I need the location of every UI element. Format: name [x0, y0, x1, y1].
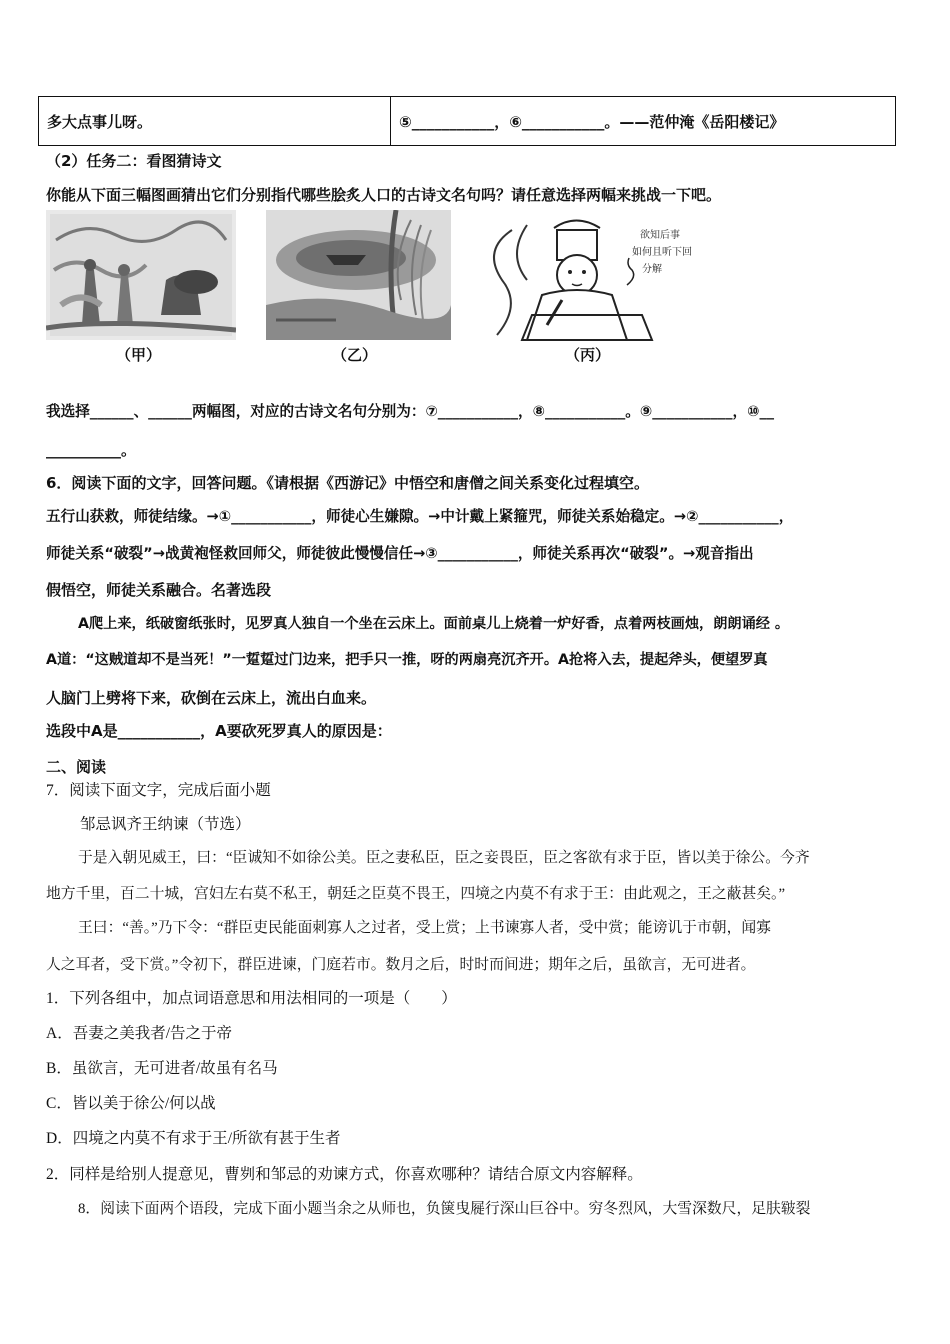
option-c: C．皆以美于徐公/何以战: [46, 1095, 216, 1112]
answer-line-1: 我选择______、______两幅图，对应的古诗文名句分别为：⑦___________，⑧___________。⑨___________，⑩__: [46, 403, 775, 420]
q6-line-2: 师徒关系“破裂”→战黄袍怪救回师父，师徒彼此慢慢信任→③___________，师徒关系再次“破裂”。→观音指出: [46, 545, 754, 562]
passage-p2-line-1: 王曰：“善。”乃下令：“群臣吏民能面刺寡人之过者，受上赏；上书谏寡人者，受中赏；能谤讥于市朝，闻寡: [78, 920, 771, 936]
bing-note-line2: 如何且听下回: [632, 247, 692, 258]
q6-line-1: 五行山获救，师徒结缘。→①___________，师徒心生嫌隙。→中计戴上紧箍咒，师徒关系始稳定。→②___________，: [46, 508, 794, 525]
passage-p1-line-1: 于是入朝见威王，曰：“臣诚知不如徐公美。臣之妻私臣，臣之妾畏臣，臣之客欲有求于臣，皆以美于徐公。今齐: [78, 850, 810, 866]
excerpt-line-3: 人脑门上劈将下来，砍倒在云床上，流出白血来。: [46, 689, 377, 707]
section2-heading: 二、阅读: [46, 758, 107, 776]
q8-intro: 8．阅读下面两个语段，完成下面小题当余之从师也，负箧曳屣行深山巨谷中。穷冬烈风，大雪深数尺，足肤皲裂: [78, 1201, 811, 1217]
caption-jia: （甲）: [116, 346, 162, 364]
caption-yi: （乙）: [332, 346, 378, 364]
picture-jia: [46, 210, 236, 340]
option-d: D．四境之内莫不有求于王/所欲有甚于生者: [46, 1130, 341, 1147]
table-cell-left: 多大点事儿呀。: [39, 97, 391, 146]
passage-p1-line-2: 地方千里，百二十城，宫妇左右莫不私王，朝廷之臣莫不畏王，四境之内莫不有求于王：由此观之，王之蔽甚矣。”: [46, 886, 786, 902]
table-cell-right: ⑤___________，⑥___________。——范仲淹《岳阳楼记》: [391, 97, 896, 146]
passage-title: 邹忌讽齐王纳谏（节选）: [80, 816, 251, 833]
excerpt-line-2: A道：“这贼道却不是当死！”一踅踅过门边来，把手只一推，呀的两扇亮沉齐开。A抢将入去，提起斧头，便望罗真: [46, 652, 768, 668]
excerpt-line-1: A爬上来，纸破窗纸张时，见罗真人独自一个坐在云床上。面前桌儿上烧着一炉好香，点着两枝画烛，朗朗诵经 。: [78, 616, 790, 632]
q6-question: 选段中A是___________，A要砍死罗真人的原因是：: [46, 722, 392, 740]
caption-bing: （丙）: [565, 346, 611, 364]
answer-table: [38, 96, 896, 146]
picture-yi: [266, 210, 451, 340]
bing-note-line1: 欲知后事: [640, 230, 680, 241]
bing-note-line3: 分解: [642, 264, 662, 275]
q6-intro: 6．阅读下面的文字，回答问题。《请根据《西游记》中悟空和唐僧之间关系变化过程填空。: [46, 474, 649, 492]
task2-prompt: 你能从下面三幅图画猜出它们分别指代哪些脍炙人口的古诗文名句吗？请任意选择两幅来挑战一下吧。: [46, 186, 722, 204]
sub-question-1: 1．下列各组中，加点词语意思和用法相同的一项是（ ）: [46, 990, 457, 1007]
picture-bing: [462, 210, 702, 345]
q7-intro: 7．阅读下面文字，完成后面小题: [46, 782, 271, 799]
sub-question-2: 2．同样是给别人提意见，曹刿和邹忌的劝谏方式，你喜欢哪种？请结合原文内容解释。: [46, 1166, 643, 1183]
option-a: A．吾妻之美我者/告之于帝: [46, 1025, 233, 1042]
q6-line-3: 假悟空，师徒关系融合。名著选段: [46, 581, 272, 599]
passage-p2-line-2: 人之耳者，受下赏。”令初下，群臣进谏，门庭若市。数月之后，时时而间进；期年之后，虽欲言，无可进者。: [46, 957, 756, 973]
task2-heading: （2）任务二：看图猜诗文: [46, 152, 222, 170]
option-b: B．虽欲言，无可进者/故虽有名马: [46, 1060, 278, 1077]
answer-line-2: __________。: [46, 441, 137, 459]
